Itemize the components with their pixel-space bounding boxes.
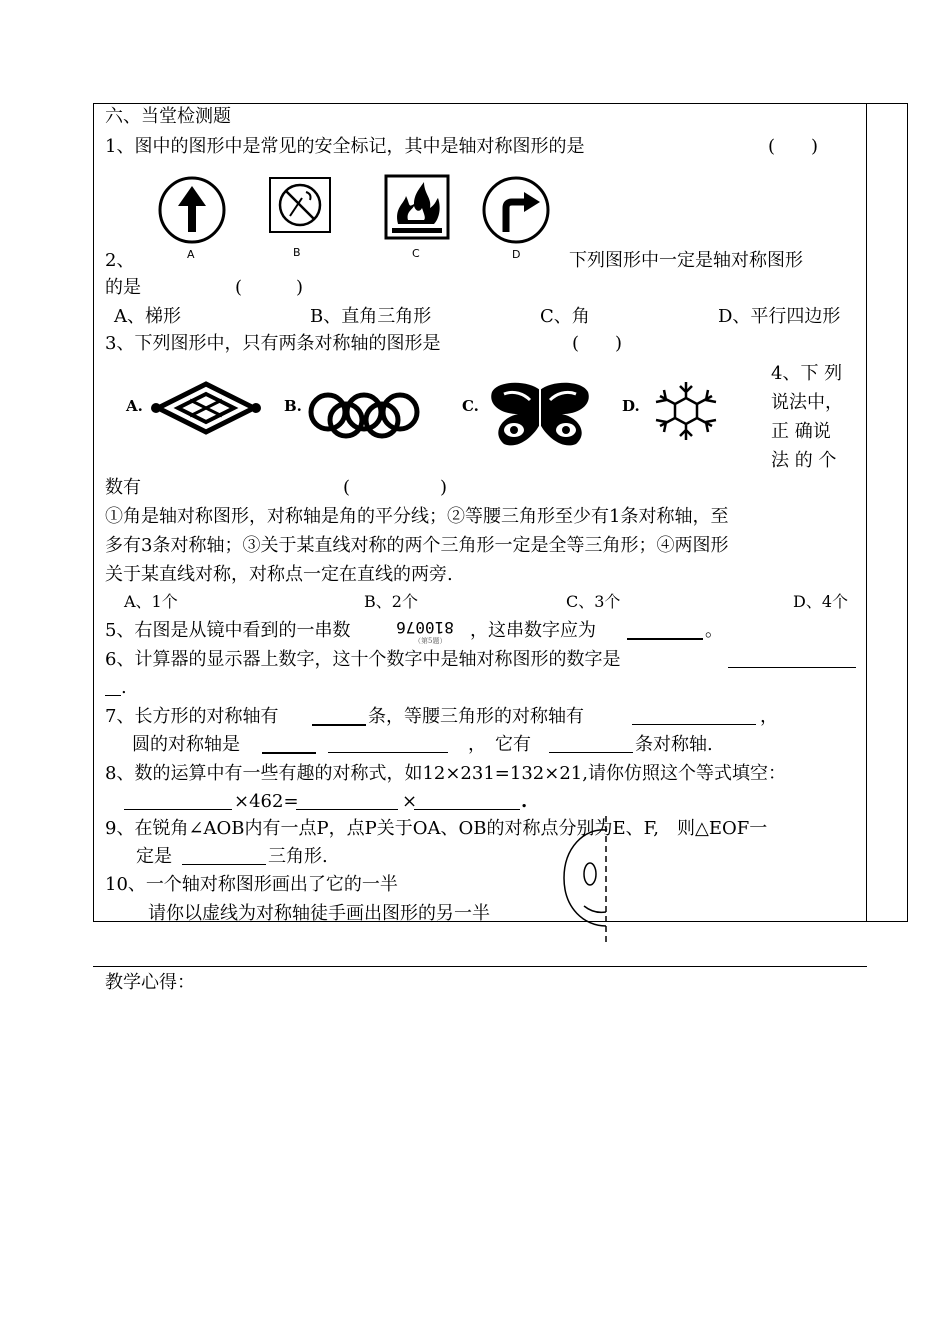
q7-text-2: 条，等腰三角形的对称轴有 bbox=[368, 706, 584, 727]
q8-times: × bbox=[402, 791, 418, 812]
q6-end-mark: . bbox=[121, 677, 127, 698]
sign-c-fire-icon bbox=[384, 174, 450, 240]
sign-a-arrow-up-icon bbox=[158, 176, 226, 244]
q2-option-d: D、平行四边形 bbox=[718, 306, 841, 327]
sign-d-label: D bbox=[512, 248, 521, 261]
endless-knot-icon bbox=[150, 380, 262, 436]
q2-answer-paren: ( ) bbox=[235, 277, 304, 298]
q5-text: 5、右图是从镜中看到的一串数 bbox=[105, 620, 351, 641]
q6-text: 6、计算器的显示器上数字，这十个数字中是轴对称图形的数字是 bbox=[105, 649, 621, 670]
q2-option-a: A、梯形 bbox=[114, 306, 181, 327]
q5-answer-blank[interactable] bbox=[627, 622, 703, 640]
q7-isosceles-axes-blank[interactable] bbox=[632, 708, 756, 725]
q4-option-d: D、4个 bbox=[793, 592, 849, 611]
q2-text-line2: 的是 bbox=[105, 277, 141, 298]
q3-text: 3、下列图形中，只有两条对称轴的图形是 bbox=[105, 333, 441, 354]
q2-option-b: B、直角三角形 bbox=[310, 306, 432, 327]
q4-statement-line-1: ①角是轴对称图形，对称轴是角的平分线；②等腰三角形至少有1条对称轴，至 bbox=[105, 506, 729, 527]
q3-label-c: C. bbox=[462, 397, 479, 415]
half-smiley-figure bbox=[556, 808, 620, 948]
q1-text: 1、图中的图形中是常见的安全标记，其中是轴对称图形的是 bbox=[105, 136, 585, 157]
section-title: 六、当堂检测题 bbox=[105, 106, 231, 127]
sign-b-label: B bbox=[293, 246, 301, 259]
section-divider bbox=[93, 966, 867, 967]
q4-side-line-2: 说法中， bbox=[771, 392, 843, 413]
mirror-number-caption: （第5题） bbox=[414, 637, 447, 645]
q5-end-mark: 。 bbox=[705, 620, 723, 641]
olympic-rings-icon bbox=[306, 388, 422, 440]
sign-c-label: C bbox=[412, 247, 420, 260]
q4-side-line-4: 法 的 个 bbox=[771, 450, 837, 471]
q3-label-d: D. bbox=[622, 397, 640, 415]
q4-statement-line-3: 关于某直线对称，对称点一定在直线的两旁. bbox=[105, 564, 453, 585]
q4-option-c: C、3个 bbox=[566, 592, 621, 611]
q7-circle-count-blank[interactable] bbox=[549, 736, 633, 753]
q7-text-5: 条对称轴. bbox=[635, 734, 713, 755]
q4-side-line-1: 4、下 列 bbox=[771, 363, 843, 384]
teaching-reflection-area[interactable] bbox=[100, 1000, 860, 1320]
right-column-divider bbox=[866, 103, 867, 922]
butterfly-icon bbox=[488, 378, 592, 448]
q5-text-after: ，这串数字应为 bbox=[470, 620, 596, 641]
q8-blank-2[interactable] bbox=[296, 793, 398, 810]
q4-statement-line-2: 多有3条对称轴；③关于某直线对称的两个三角形一定是全等三角形；④两图形 bbox=[105, 535, 729, 556]
q2-text: 下列图形中一定是轴对称图形 bbox=[569, 250, 803, 271]
q3-label-a: A. bbox=[126, 397, 143, 415]
q3-label-b: B. bbox=[284, 397, 302, 415]
sign-a-label: A bbox=[187, 248, 195, 261]
sign-b-no-tools-icon bbox=[268, 176, 332, 234]
q7-text-3: 圆的对称轴是 bbox=[132, 734, 240, 755]
q10-text-line-1: 10、一个轴对称图形画出了它的一半 bbox=[105, 874, 398, 895]
snowflake-icon bbox=[648, 378, 724, 444]
mirror-number: 810076 bbox=[396, 618, 454, 637]
q8-blank-3[interactable] bbox=[414, 793, 520, 810]
q7-rectangle-axes-blank[interactable] bbox=[312, 708, 366, 726]
q1-answer-paren: ( ) bbox=[768, 136, 819, 157]
q8-blank-1[interactable] bbox=[124, 793, 232, 810]
q4-count-text: 数有 bbox=[105, 477, 141, 498]
q2-option-c: C、角 bbox=[540, 306, 590, 327]
q9-text-line-1: 9、在锐角∠AOB内有一点P，点P关于OA、OB的对称点分别为E、F, 则△EOF一 bbox=[105, 818, 768, 839]
q6-answer-blank-cont[interactable] bbox=[105, 679, 121, 696]
q8-text: 8、数的运算中有一些有趣的对称式，如12×231=132×21,请你仿照这个等式填空： bbox=[105, 763, 786, 784]
q4-answer-paren: ( ) bbox=[343, 477, 448, 498]
q7-text-1: 7、长方形的对称轴有 bbox=[105, 706, 279, 727]
q4-option-b: B、2个 bbox=[364, 592, 418, 611]
q7-line1-end: ， bbox=[760, 706, 778, 727]
q3-answer-paren: ( ) bbox=[572, 333, 623, 354]
mirror-number-image bbox=[384, 618, 466, 644]
q2-number: 2、 bbox=[105, 250, 135, 271]
q9-triangle-type-blank[interactable] bbox=[182, 848, 266, 865]
q7-circle-axis-blank[interactable] bbox=[262, 736, 316, 754]
q10-text-line-2: 请你以虚线为对称轴徒手画出图形的另一半 bbox=[148, 903, 490, 924]
q7-circle-axis-blank-2[interactable] bbox=[328, 736, 448, 753]
q7-text-4: ， 它有 bbox=[468, 734, 531, 755]
q4-option-a: A、1个 bbox=[124, 592, 178, 611]
q4-side-line-3: 正 确说 bbox=[771, 421, 831, 442]
teaching-reflection-label: 教学心得： bbox=[105, 972, 195, 993]
q9-text-line-2b: 三角形. bbox=[268, 846, 328, 867]
q9-text-line-2a: 定是 bbox=[136, 846, 172, 867]
q6-answer-blank[interactable] bbox=[728, 651, 856, 668]
q8-end-mark: . bbox=[521, 791, 528, 812]
sign-d-turn-right-icon bbox=[482, 176, 550, 244]
q8-fill-mid: ×462= bbox=[234, 791, 299, 812]
